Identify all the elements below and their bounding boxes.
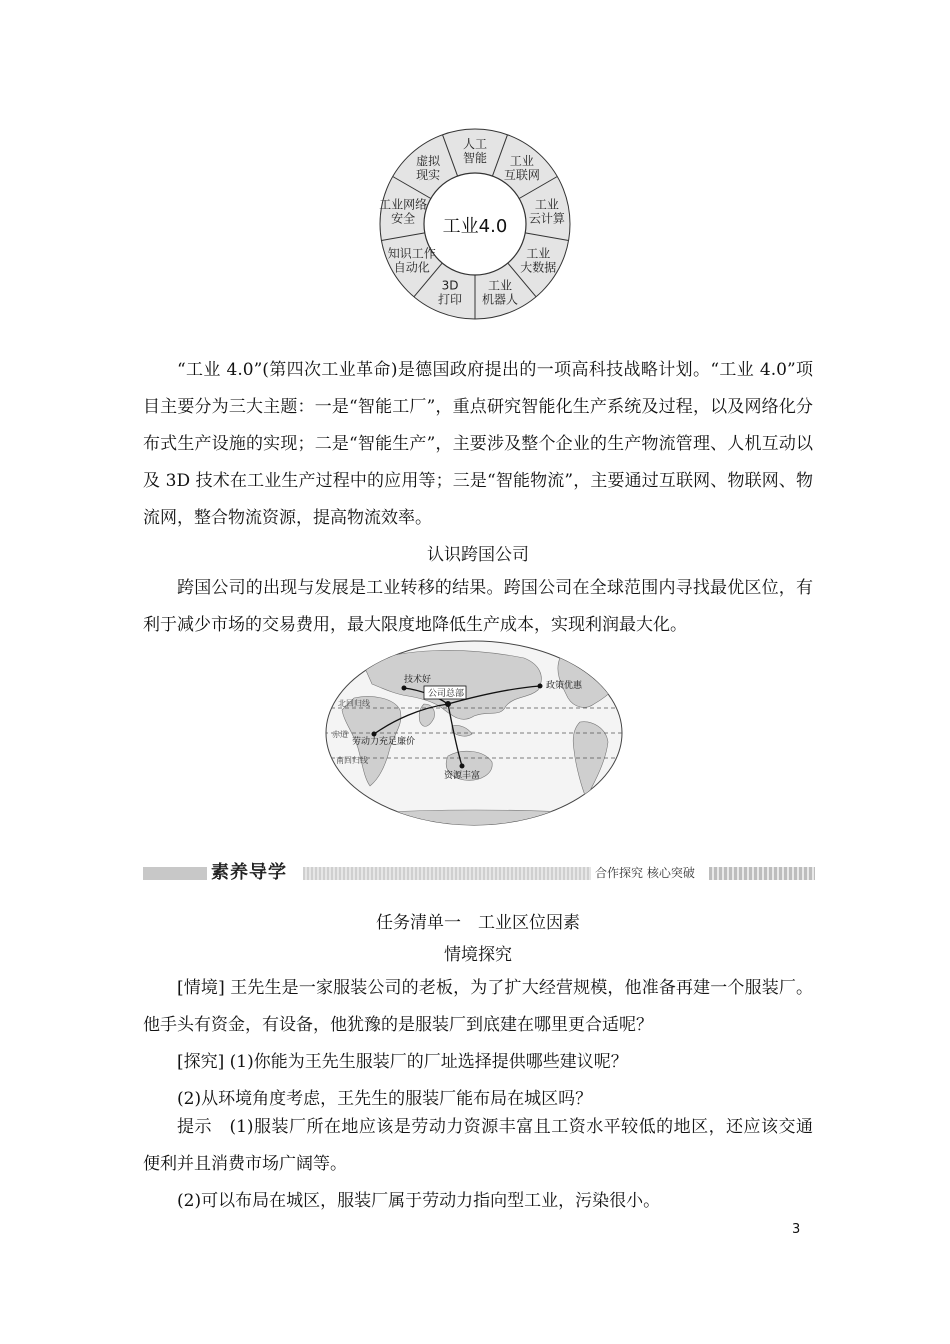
mnc-paragraph: 跨国公司的出现与发展是工业转移的结果。跨国公司在全球范围内寻找最优区位，有利于减少市场的交易费用，最大限度地降低生产成本，实现利润最大化。 (143, 578, 813, 635)
hint-answer-2: (2)可以布局在城区，服装厂属于劳动力指向型工业，污染很小。 (177, 1191, 661, 1211)
wheel-segment-label: 工业网络安全 (379, 197, 428, 226)
equator-label: 赤道 (332, 730, 348, 739)
wheel-segment-label: 工业云计算 (528, 197, 565, 226)
industry-4-wheel-diagram (378, 126, 572, 322)
page-number: 3 (792, 1222, 801, 1237)
wheel-segment-label: 工业大数据 (520, 246, 557, 275)
policy-dot (538, 684, 543, 689)
situation-paragraph: [情境] 王先生是一家服装公司的老板，为了扩大经营规模，他准备再建一个服装厂。他手头有资金，有设备，他犹豫的是服装厂到底建在哪里更合适呢？ (143, 978, 813, 1035)
banner-bar-mid (303, 867, 623, 880)
intro-paragraph: “工业 4.0”(第四次工业革命)是德国政府提出的一项高科技战略计划。“工业 4.0”项目主要分为三大主题：一是“智能工厂”，重点研究智能化生产系统及过程，以及网络化分布式生产设施的实现；二是“智能生产”，主要涉及整个企业的生产物流管理、人机互动以及 3D 技术在工业生产过程中的应用等；三是“智能物流”，主要通过互联网、物联网、物流网，整合物流资源，提高物流效率。 (143, 360, 813, 528)
explore-question-1: [探究] (1)你能为王先生服装厂的厂址选择提供哪些建议呢？ (177, 1052, 628, 1072)
wheel-segment-label: 工业互联网 (503, 154, 540, 183)
policy-label: 政策优惠 (546, 681, 583, 691)
wheel-segment-label: 人工智能 (462, 137, 488, 165)
wheel-segment-label: 工业机器人 (481, 278, 518, 307)
south-tropic-label: 南回归线 (336, 756, 368, 765)
resource-dot (460, 764, 465, 769)
sub-title: 情境探究 (444, 945, 512, 965)
banner-title: 素养导学 (211, 862, 287, 883)
hq-dot (445, 701, 451, 707)
labor-label: 劳动力充足廉价 (352, 737, 416, 747)
wheel-center-label: 工业4.0 (442, 216, 508, 237)
banner-bar-right (709, 867, 815, 880)
tech-label: 技术好 (404, 675, 432, 685)
wheel-segment-label: 虚拟现实 (416, 154, 441, 183)
wheel-segment-label: 知识工作自动化 (387, 246, 436, 275)
hint-answer-1: 提示 (1)服装厂所在地应该是劳动力资源丰富且工资水平较低的地区，还应该交通便利并且消费市场广阔等。 (143, 1117, 813, 1174)
multinational-company-map (324, 638, 624, 828)
section-heading: 认识跨国公司 (427, 545, 529, 565)
hq-label: 公司总部 (428, 689, 465, 699)
task-title: 任务清单一 工业区位因素 (376, 913, 580, 933)
banner-subtitle: 合作探究 核心突破 (591, 863, 699, 883)
north-tropic-label: 北回归线 (338, 699, 370, 708)
banner-bar-left (143, 867, 207, 880)
tech-dot (402, 686, 407, 691)
resource-label: 资源丰富 (444, 771, 481, 781)
explore-question-2: (2)从环境角度考虑，王先生的服装厂能布局在城区吗？ (177, 1089, 593, 1109)
wheel-segment-label: 3D 打印 (438, 278, 463, 307)
section-banner (143, 861, 815, 885)
labor-dot (372, 732, 377, 737)
